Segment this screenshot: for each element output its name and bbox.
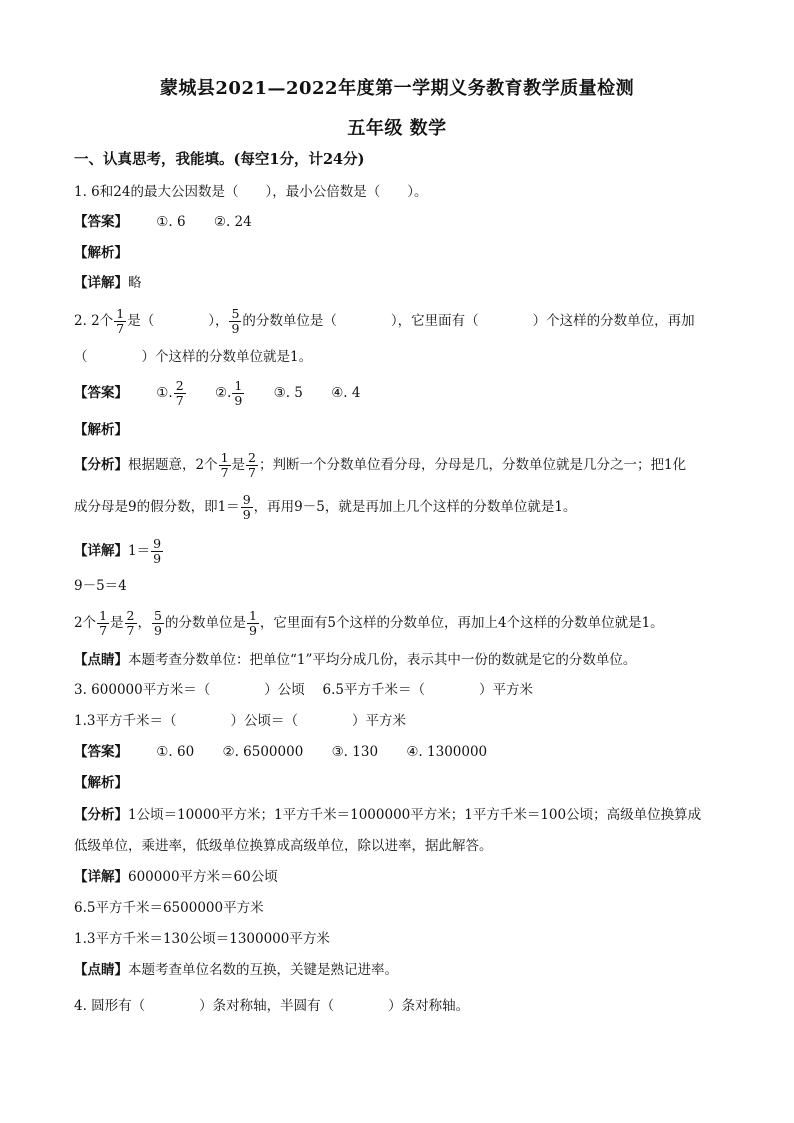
fraction [229,305,241,336]
denominator: 7 [248,465,256,480]
q2-detail-line2: 9－5＝4 [74,578,127,594]
q2-detail3-text-b: 是 [110,615,124,631]
answer-label: 【答案】 [74,744,128,760]
answer-label: 【答案】 [74,214,128,230]
denominator: 7 [116,321,125,336]
numerator: 1 [220,449,229,465]
q1-answer-2: ②. 24 [213,214,252,230]
q3-comment: 【点睛】本题考查单位名数的互换，关键是熟记进率。 [74,962,398,978]
q2-analysis2-text-a: 成分母是9的假分数，即1＝ [74,499,240,515]
q2-question-line1 [74,304,724,338]
q3-question-line2: 1.3平方千米＝（ ）公顷＝（ ）平方米 [74,713,406,729]
numerator: 1 [99,607,108,623]
q3-analysis-label [74,773,724,793]
bracket-label: 【详解】 [74,869,128,885]
q1-analysis-label [74,243,724,263]
q1-answer-1: ①. 6 [156,214,186,230]
document-subtitle: 五年级 数学 [347,118,447,139]
q3-analysis-line1: 【分析】1公顷＝10000平方米；1平方千米＝1000000平方米；1平方千米＝100公顷；高级单位换算成 [74,807,702,823]
fraction [97,607,109,638]
q2-answer-1-prefix: ①. [156,385,173,401]
q1-question: 1. 6和24的最大公因数是（ ），最小公倍数是（ ）。 [74,184,428,200]
fraction [246,449,258,480]
numerator: 1 [116,305,125,321]
bracket-label: 【分析】 [74,807,128,823]
q2-answer-2-prefix: ②. [214,385,232,401]
fraction [241,491,253,522]
q3-detail-line3: 1.3平方千米＝130公顷＝1300000平方米 [74,931,330,947]
q2-analysis-line2 [74,490,724,524]
numerator: 5 [154,607,162,623]
q2-analysis-line1 [74,448,724,482]
answer-label: 【答案】 [74,385,128,401]
numerator: 2 [126,607,135,623]
fraction [114,305,126,336]
numerator: 9 [153,535,162,551]
numerator: 2 [175,377,184,393]
section-heading: 一、认真思考，我能填。(每空1分，计24分) [74,151,365,168]
document-title: 蒙城县2021—2022年度第一学期义务教育教学质量检测 [159,78,635,99]
q2-analysis2-text-b: ，再用9－5，就是再加上几个这样的分数单位就是1。 [253,499,577,515]
numerator: 9 [242,491,251,507]
denominator: 9 [242,507,251,522]
q2-answer [74,376,724,410]
q3-detail-line2: 6.5平方千米＝6500000平方米 [74,900,264,916]
denominator: 7 [175,393,184,408]
q2-detail-line1 [74,534,724,568]
denominator: 9 [231,321,240,336]
numerator: 2 [248,449,256,465]
q3-answer-4: ④. 1300000 [406,744,488,760]
q3-question-line1: 3. 600000平方米＝（ ）公顷 6.5平方千米＝（ ）平方米 [74,682,533,698]
denominator: 7 [99,623,108,638]
q2-analysis-text-a: 【分析】根据题意，2个 [74,457,218,473]
fraction [219,449,231,480]
q3-answer-2: ②. 6500000 [222,744,304,760]
q2-answer-3: ③. 5 [273,385,303,401]
fraction [152,607,164,638]
q2-comment: 【点睛】本题考查分数单位：把单位“1”平均分成几份，表示其中一份的数就是它的分数单位。 [74,652,637,668]
q2-text-b: 是（ ）， [127,313,229,329]
denominator: 9 [248,623,257,638]
q2-text-a: 2. 2个 [74,313,114,329]
q2-detail3-text-e: ，它里面有5个这样的分数单位，再加上4个这样的分数单位就是1。 [259,615,664,631]
numerator: 5 [231,305,240,321]
q4-question: 4. 圆形有（ ）条对称轴，半圆有（ ）条对称轴。 [74,998,470,1014]
q2-analysis-label [74,420,724,440]
denominator: 7 [220,465,229,480]
fraction [174,377,186,408]
q2-analysis-text-b: 是 [231,457,246,473]
q2-question-line2: （ ）个这样的分数单位就是1。 [74,349,313,365]
q3-detail-line1: 【详解】600000平方米＝60公顷 [74,869,278,885]
fraction [125,607,137,638]
bracket-label: 【详解】 [74,543,128,559]
bracket-label: 【解析】 [74,422,128,438]
bracket-label: 【点睛】 [74,962,128,978]
q2-detail3-text-d: 的分数单位是 [164,615,246,631]
q2-analysis-text-c: ；判断一个分数单位看分母，分母是几，分数单位就是几分之一；把1化 [259,457,687,473]
denominator: 9 [154,623,162,638]
q3-analysis-line2: 低级单位，乘进率，低级单位换算成高级单位，除以进率，据此解答。 [74,838,493,854]
bracket-label: 【详解】 [74,275,128,291]
q2-detail-text-a: 【详解】1＝ [74,543,151,559]
q3-answer-1: ①. 60 [156,744,195,760]
fraction [247,607,259,638]
q2-text-c: 的分数单位是（ ），它里面有（ ）个这样的分数单位，再加 [242,313,695,329]
bracket-label: 【解析】 [74,245,128,261]
q1-detail: 【详解】略 [74,275,142,291]
q2-detail3-text-a: 2个 [74,615,97,631]
fraction [151,535,163,566]
q2-answer-4: ④. 4 [331,385,361,401]
q3-answer-3: ③. 130 [331,744,379,760]
denominator: 9 [153,551,162,566]
q2-detail-line3 [74,606,724,640]
fraction [232,377,244,408]
denominator: 7 [126,623,135,638]
numerator: 1 [234,377,243,393]
bracket-label: 【分析】 [74,457,128,473]
q1-answer [74,212,724,232]
bracket-label: 【点睛】 [74,652,128,668]
q3-answer [74,742,724,762]
numerator: 1 [248,607,257,623]
q2-detail3-text-c: ， [137,615,151,631]
bracket-label: 【解析】 [74,775,128,791]
denominator: 9 [234,393,243,408]
